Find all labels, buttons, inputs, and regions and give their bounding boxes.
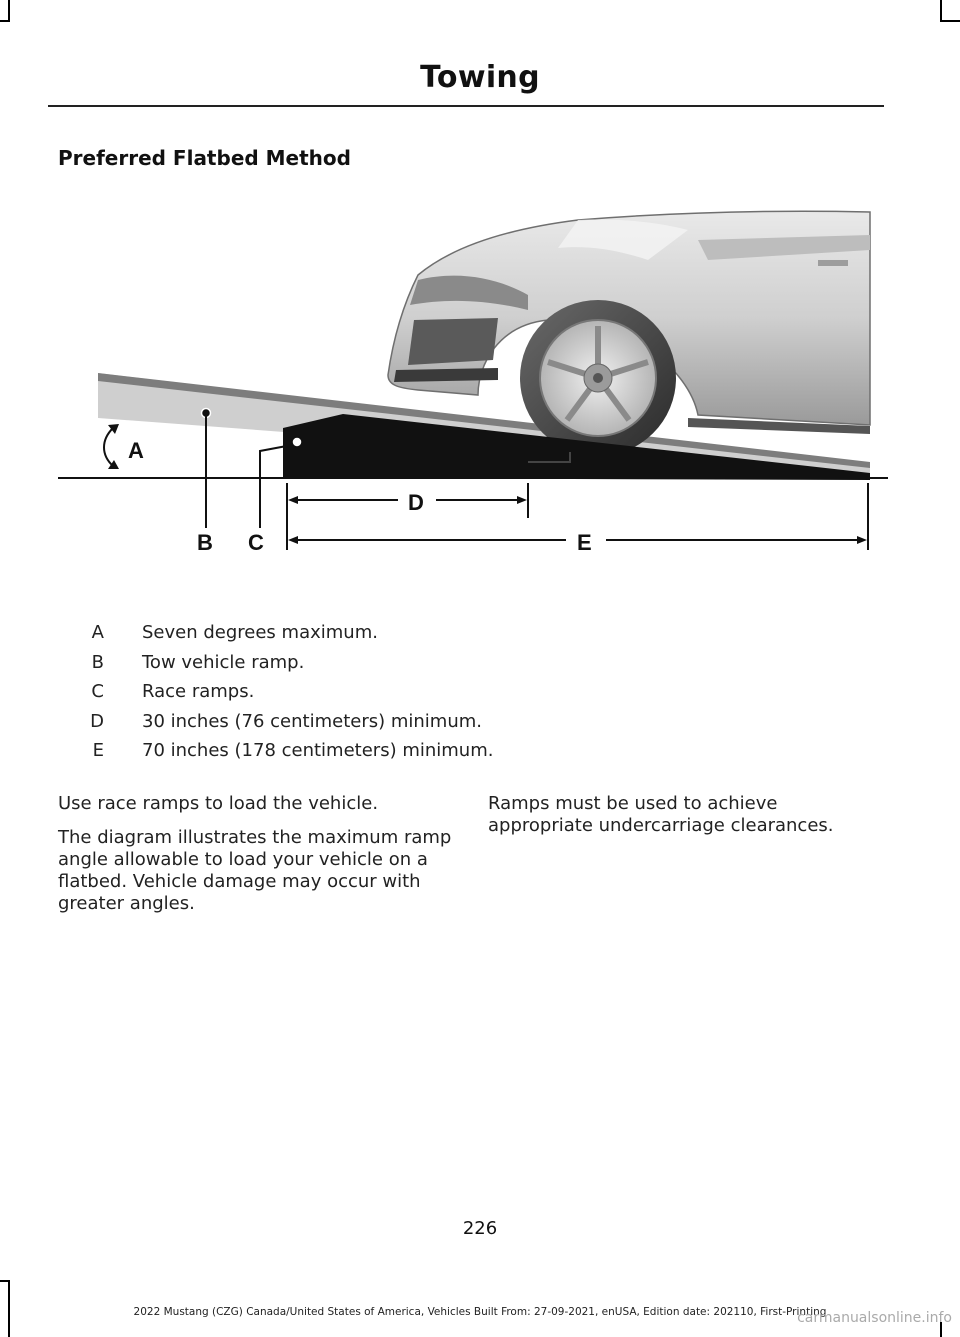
body-paragraph: Ramps must be used to achieve appropriate undercarriage clearances. [488,793,834,836]
section-title: Preferred Flatbed Method [58,146,351,170]
legend-text: Seven degrees maximum. [142,622,378,644]
crop-mark-top-left-v [8,0,10,22]
flatbed-ramp-diagram [58,200,888,570]
legend-text: Tow vehicle ramp. [142,651,305,673]
angle-indicator [104,424,119,469]
crop-mark-bottom-left-h [0,1280,10,1282]
body-column-left [58,793,458,927]
callout-b: B [197,530,213,555]
legend-key: B [91,651,104,673]
crop-mark-top-right-v [940,0,942,22]
legend-key: A [91,622,104,644]
legend-row [58,648,658,678]
body-paragraph: Use race ramps to load the vehicle. [58,793,379,814]
legend-row [58,707,658,737]
legend-key: E [92,740,104,762]
crop-mark-top-left-h [0,20,10,22]
page-number: 226 [462,1218,498,1239]
callout-c: C [248,530,264,555]
body-paragraph: The diagram illustrates the maximum ramp angle allowable to load your vehicle on a flatbed. Vehicle damage may occur with greater angles. [58,827,452,914]
callout-a: A [128,438,144,463]
legend-text: 30 inches (76 centimeters) minimum. [142,710,483,732]
legend-row [58,736,658,766]
legend-key: D [90,710,104,732]
crop-mark-top-right-h [940,20,960,22]
callout-d: D [408,490,424,515]
legend-key: C [91,681,104,703]
legend-text: 70 inches (178 centimeters) minimum. [142,740,494,762]
legend-row [58,677,658,707]
legend-row [58,618,658,648]
body-column-right [488,793,888,849]
watermark: carmanualsonline.info [797,1310,952,1326]
page-header-title: Towing [420,60,540,95]
header-divider [48,105,884,107]
page-footer: 2022 Mustang (CZG) Canada/United States of America, Vehicles Built From: 27-09-2021, enUSA, Edition date: 202110, First-Printing [133,1306,827,1318]
callout-e: E [577,530,592,555]
legend-text: Race ramps. [142,681,255,703]
legend-list [58,618,658,766]
